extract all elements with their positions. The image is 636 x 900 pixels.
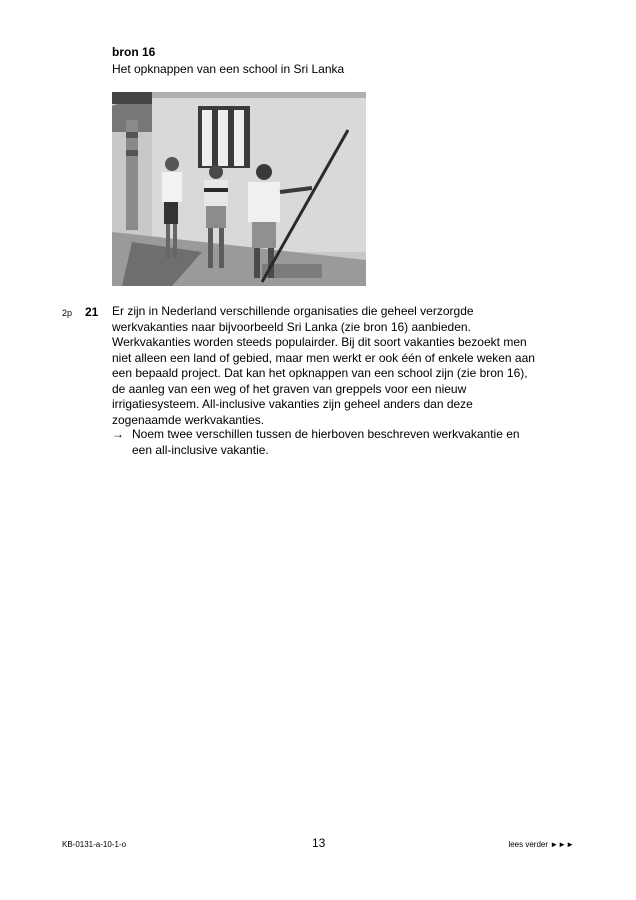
question-line: werkvakanties naar bijvoorbeeld Sri Lanka (zie bron 16) aanbieden. bbox=[112, 319, 471, 334]
question-line: Werkvakanties worden steeds populairder. Bij dit soort vakanties bezoekt men bbox=[112, 335, 527, 349]
continue-note: lees verder ►►► bbox=[508, 840, 574, 849]
question-line: een bepaald project. Dat kan het opknappen van een school zijn (zie bron 16), bbox=[112, 366, 528, 380]
question-number: 21 bbox=[85, 305, 99, 319]
question-text bbox=[112, 304, 562, 428]
question-line: de aanleg van een weg of het graven van greppels voor een nieuw bbox=[112, 381, 467, 396]
source-photo bbox=[112, 92, 366, 286]
question-line: irrigatiesysteem. All-inclusive vakanties zijn geheel anders dan deze bbox=[112, 397, 473, 411]
question-task bbox=[112, 427, 562, 458]
page-number: 13 bbox=[312, 836, 326, 850]
question-points: 2p bbox=[62, 308, 73, 318]
question-line: Er zijn in Nederland verschillende organisaties die geheel verzorgde bbox=[112, 304, 474, 318]
footer-exam-code: KB-0131-a-10-1-o bbox=[62, 840, 127, 849]
task-line: Noem twee verschillen tussen de hierboven beschreven werkvakantie en bbox=[132, 427, 520, 441]
arrow-right-icon: → bbox=[112, 427, 124, 441]
question-line: zogenaamde werkvakanties. bbox=[112, 412, 265, 427]
task-line: een all-inclusive vakantie. bbox=[132, 442, 269, 457]
source-title: bron 16 bbox=[112, 45, 156, 59]
question-line: niet alleen een land of gebied, maar men werkt er ook één of enkele weken aan bbox=[112, 350, 535, 365]
source-subtitle: Het opknappen van een school in Sri Lanka bbox=[112, 62, 345, 76]
